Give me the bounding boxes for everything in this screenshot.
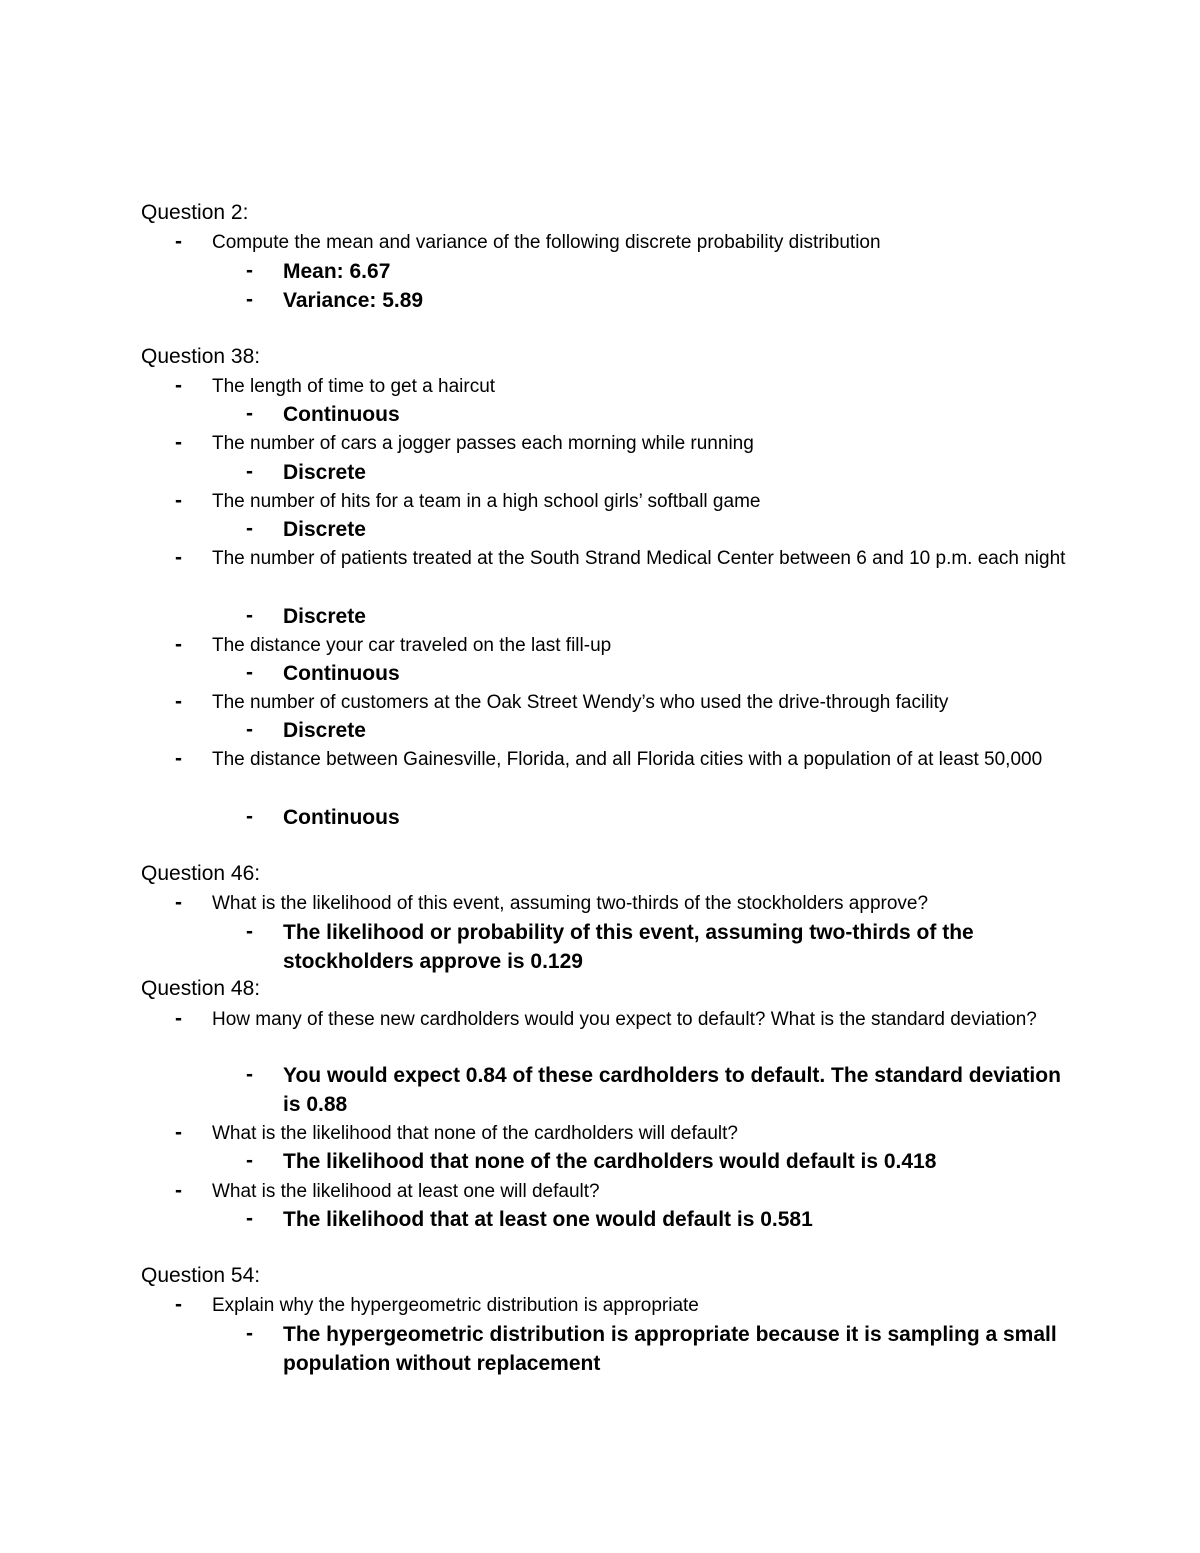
question-item: What is the likelihood that none of the cardholders will default? <box>212 1123 738 1144</box>
bullet-dash: - <box>175 1007 182 1030</box>
bullet-dash: - <box>175 546 182 569</box>
bullet-dash: - <box>246 920 253 943</box>
bullet-dash: - <box>175 230 182 253</box>
bullet-dash: - <box>175 1293 182 1316</box>
bullet-dash: - <box>246 288 253 311</box>
question-item: How many of these new cardholders would you expect to default? What is the standard deviation? <box>212 1009 1037 1030</box>
question-item: What is the likelihood at least one will default? <box>212 1181 600 1202</box>
answer-text: Variance: 5.89 <box>283 289 424 312</box>
bullet-dash: - <box>246 805 253 828</box>
answer-text: The hypergeometric distribution is appropriate because it is sampling a small population without replacement <box>283 1323 1057 1375</box>
question-heading: Question 48: <box>141 977 261 1000</box>
bullet-dash: - <box>175 1179 182 1202</box>
question-item: The length of time to get a haircut <box>212 376 496 397</box>
bullet-dash: - <box>175 633 182 656</box>
answer-text: Discrete <box>283 518 366 541</box>
answer-text: The likelihood that none of the cardholders would default is 0.418 <box>283 1150 937 1173</box>
question-item: Explain why the hypergeometric distribution is appropriate <box>212 1295 699 1316</box>
bullet-dash: - <box>175 690 182 713</box>
answer-text: Discrete <box>283 461 366 484</box>
answer-text: Continuous <box>283 662 400 685</box>
question-heading: Question 46: <box>141 862 261 885</box>
bullet-dash: - <box>246 460 253 483</box>
question-item: The number of hits for a team in a high school girls’ softball game <box>212 491 761 512</box>
question-item: The number of customers at the Oak Street Wendy’s who used the drive-through facility <box>212 692 949 713</box>
bullet-dash: - <box>175 374 182 397</box>
bullet-dash: - <box>246 402 253 425</box>
question-heading: Question 38: <box>141 345 261 368</box>
question-item: The distance between Gainesville, Florida, and all Florida cities with a population of at least 50,000 <box>212 749 1043 770</box>
bullet-dash: - <box>246 718 253 741</box>
bullet-dash: - <box>246 1063 253 1086</box>
answer-text: The likelihood that at least one would default is 0.581 <box>283 1208 813 1231</box>
question-item: The number of patients treated at the South Strand Medical Center between 6 and 10 p.m. each night <box>212 548 1066 569</box>
bullet-dash: - <box>246 1322 253 1345</box>
question-item: The distance your car traveled on the last fill-up <box>212 635 612 656</box>
question-heading: Question 54: <box>141 1264 261 1287</box>
bullet-dash: - <box>246 1149 253 1172</box>
answer-text: Discrete <box>283 605 366 628</box>
bullet-dash: - <box>246 604 253 627</box>
bullet-dash: - <box>175 747 182 770</box>
question-item: Compute the mean and variance of the following discrete probability distribution <box>212 232 881 253</box>
bullet-dash: - <box>246 259 253 282</box>
answer-text: The likelihood or probability of this event, assuming two-thirds of the stockholders approve is 0.129 <box>283 921 974 973</box>
question-item: What is the likelihood of this event, assuming two-thirds of the stockholders approve? <box>212 893 929 914</box>
bullet-dash: - <box>175 891 182 914</box>
bullet-dash: - <box>175 431 182 454</box>
answer-text: Continuous <box>283 403 400 426</box>
bullet-dash: - <box>246 661 253 684</box>
bullet-dash: - <box>175 1121 182 1144</box>
answer-text: Continuous <box>283 806 400 829</box>
bullet-dash: - <box>246 1207 253 1230</box>
bullet-dash: - <box>246 517 253 540</box>
answer-text: You would expect 0.84 of these cardholders to default. The standard deviation is 0.88 <box>283 1064 1061 1116</box>
bullet-dash: - <box>175 489 182 512</box>
question-item: The number of cars a jogger passes each morning while running <box>212 433 754 454</box>
question-heading: Question 2: <box>141 201 249 224</box>
answer-text: Discrete <box>283 719 366 742</box>
answer-text: Mean: 6.67 <box>283 260 391 283</box>
